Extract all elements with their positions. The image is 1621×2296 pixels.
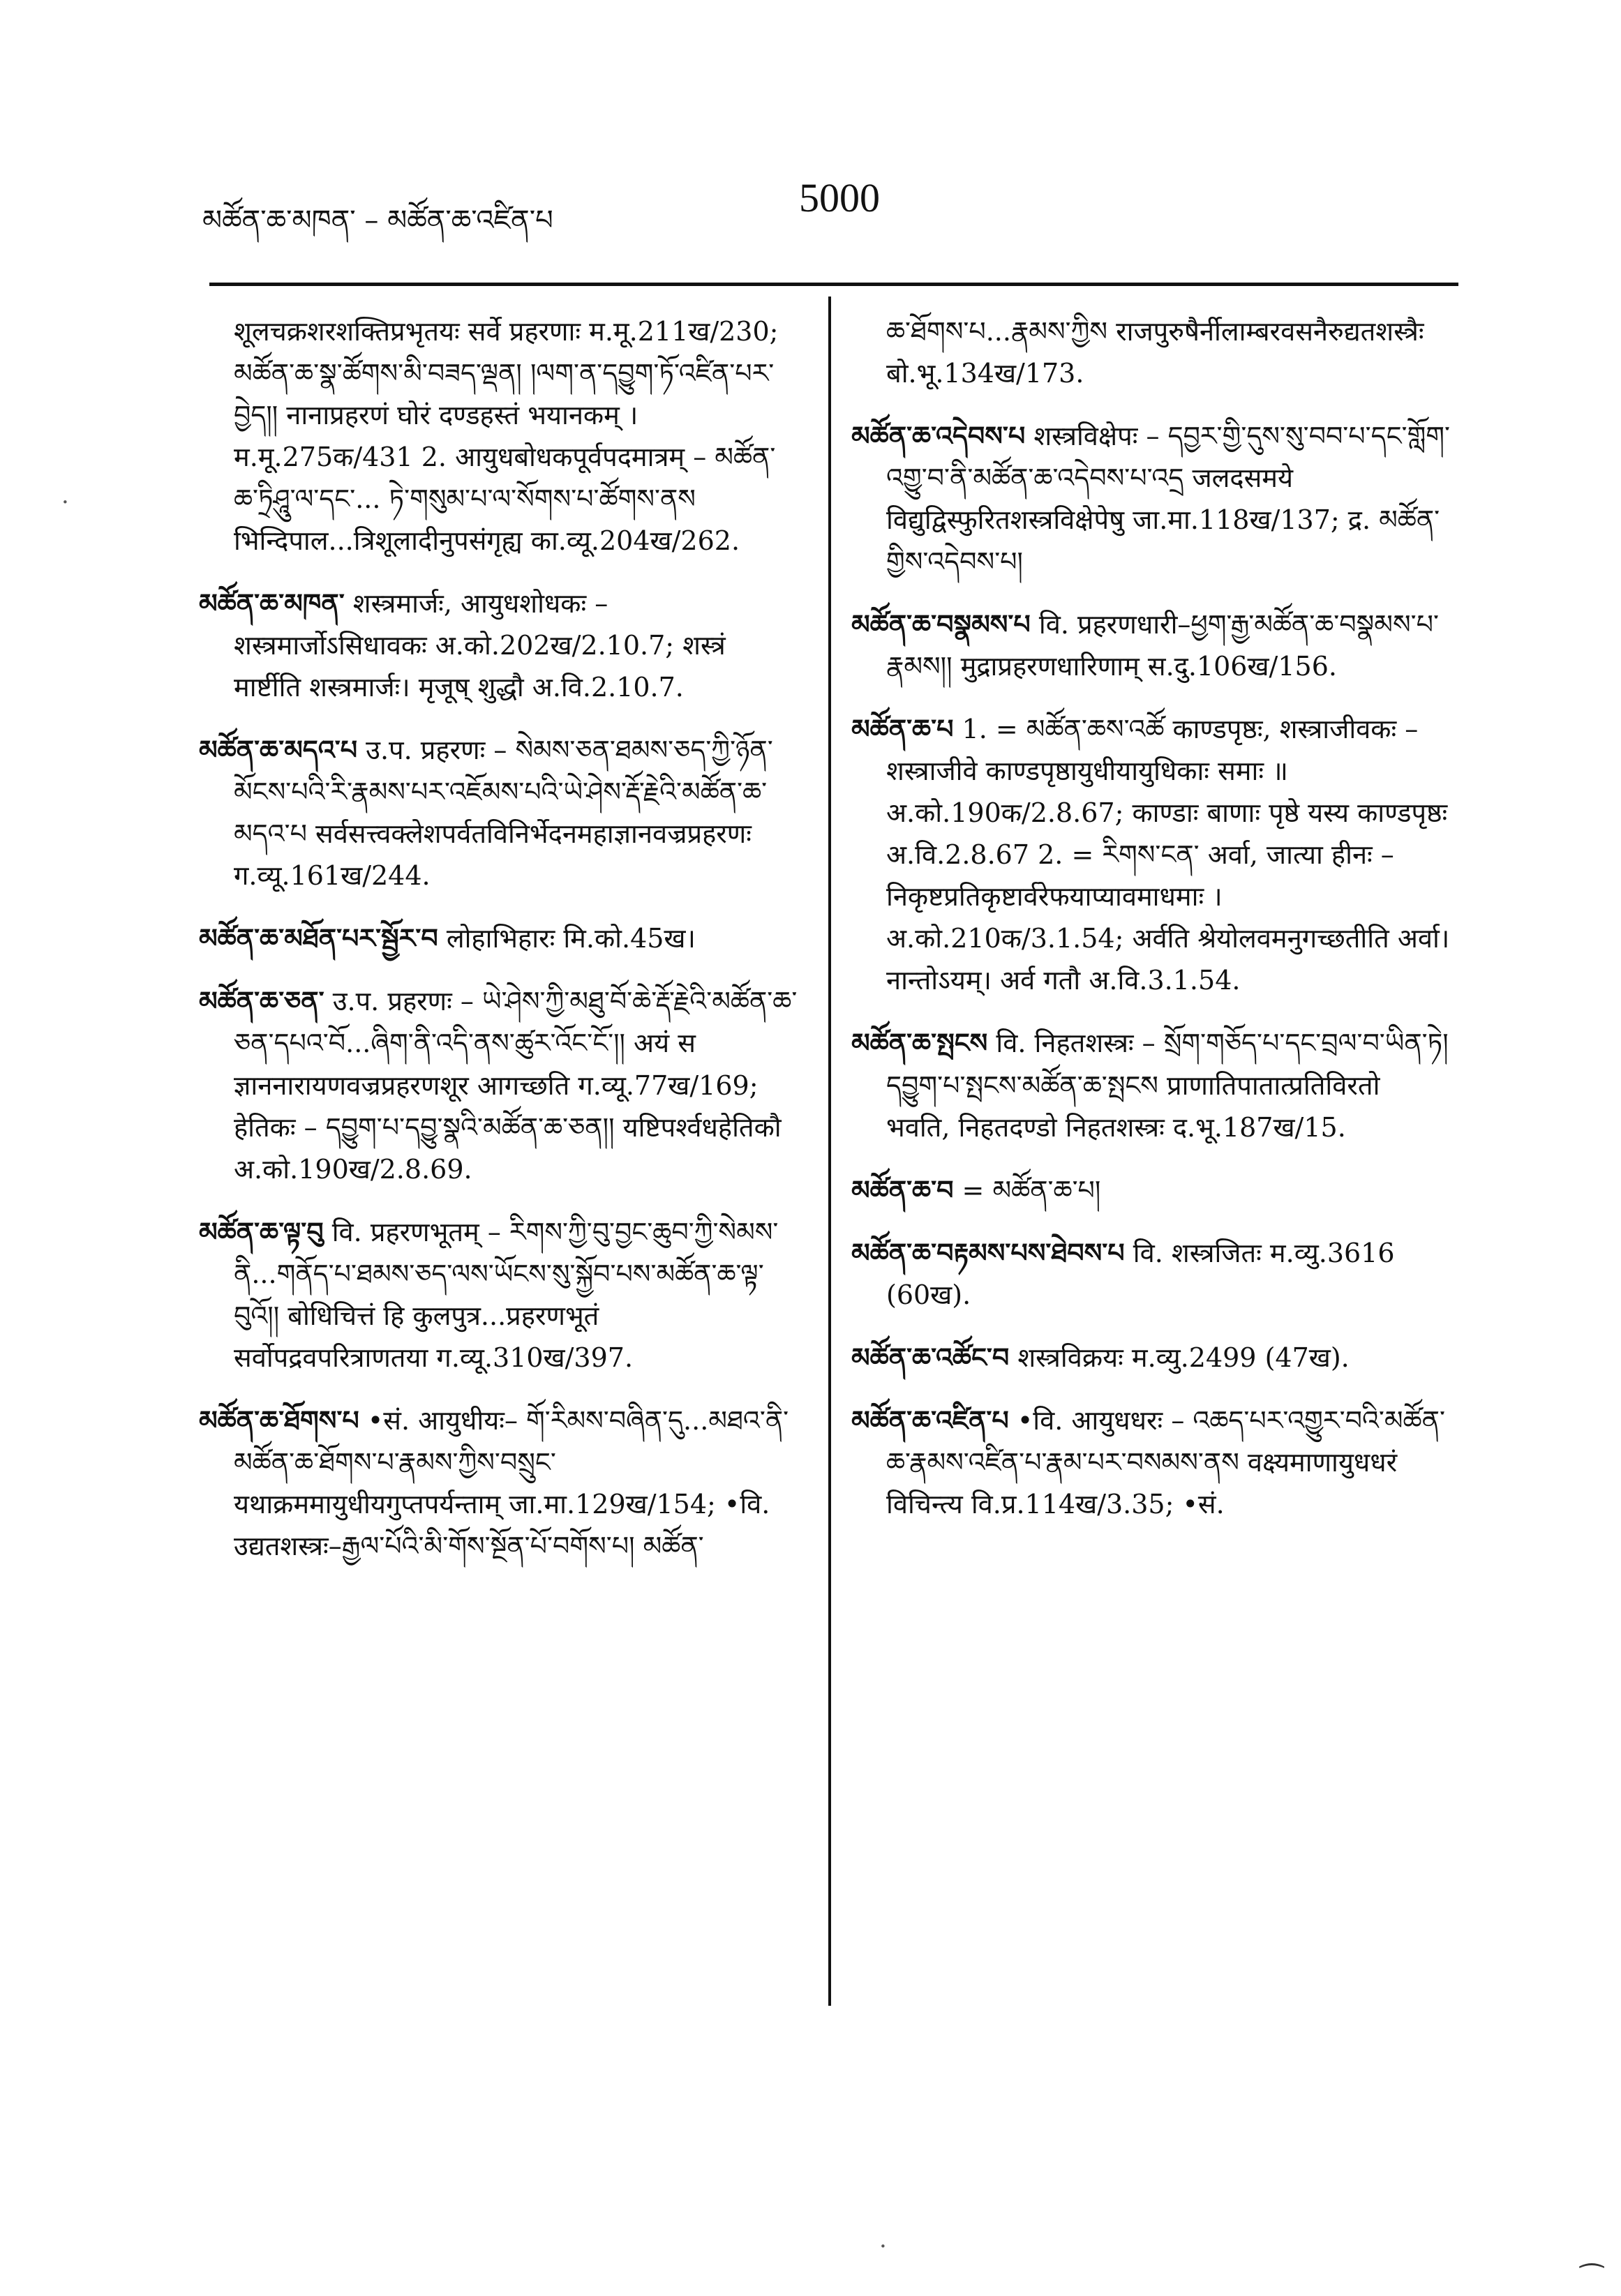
headword: མཚོན་ཆ་སྤངས [851, 1027, 988, 1059]
header-rule [209, 283, 1458, 286]
headword: མཚོན་ཆ་ལྟ་བུ [199, 1215, 324, 1247]
entry-body: शस्त्रविक्षेपः – དབྱར་གྱི་དུས་སུ་བབ་པ་དང་གློག་འགྱུ་བ་ནི་མཚོན་ཆ་འདེབས་པ་འདྲ जलदसमये विद्युद्विस्फुरितशस्त्रविक्षेपेषु जा.मा.118ख/137; द्र. མཚོན་གྱིས་འདེབས་པ། [886, 421, 1451, 578]
dictionary-entry [851, 1232, 1451, 1316]
headword: མཚོན་ཆ་ཅན་ [199, 985, 324, 1017]
dictionary-entry [851, 415, 1451, 583]
entry-body: वि. निहतशस्त्रः – སྲོག་གཅོད་པ་དང་བྲལ་བ་ཡིན་ཏེ། དབྱུག་པ་སྤངས་མཚོན་ཆ་སྤངས प्राणातिपातात्प्रतिविरतो भवति, निहतदण्डो निहतशस्त्रः द.भू.187ख/15. [886, 1028, 1449, 1143]
entry-body: वि. प्रहरणभूतम् – རིགས་ཀྱི་བུ་བྱང་ཆུབ་ཀྱི་སེམས་ནི...གནོད་པ་ཐམས་ཅད་ལས་ཡོངས་སུ་སྐྱོབ་པས་མཚོན་ཆ་ལྟ་བུའོ།། बोधिचित्तं हि कुलपुत्र...प्रहरणभूतं सर्वोपद्रवपरित्राणतया ग.व्यू.310ख/397. [234, 1216, 779, 1373]
scan-speck: · [61, 488, 69, 516]
entry-body: उ.प. प्रहरणः – སེམས་ཅན་ཐམས་ཅད་ཀྱི་ཉོན་མོངས་པའི་རི་རྣམས་པར་འཇོམས་པའི་ཡེ་ཤེས་རྡོ་རྗེའི་མཚོན་ཆ་མདའ་པ सर्वसत्त्वक्लेशपर्वतविनिर्भेदनमहाज्ञानवज्रप्रहरणः ग.व्यू.161ख/244. [234, 735, 773, 892]
headword: མཚོན་ཆ་འཚོང་བ [851, 1341, 1010, 1373]
entry-body: वि. प्रहरणधारी–ཕྱག་རྒྱ་མཚོན་ཆ་བསྣམས་པ་རྣམས།། मुद्राप्रहरणधारिणाम् स.दु.106ख/156. [886, 609, 1439, 682]
headword: མཚོན་ཆ་མཐོན་པར་སྦྱོར་བ [199, 922, 438, 954]
entry-body: ཆ་ཐོགས་པ...རྣམས་ཀྱིས राजपुरुषैर्नीलाम्बरवसनैरुद्यतशस्त्रैः बो.भू.134ख/173. [886, 316, 1424, 389]
page-header [202, 174, 1479, 237]
page-number: 5000 [799, 175, 880, 220]
entry-body: 1. = མཚོན་ཆས་འཚོ काण्डपृष्ठः, शस्त्राजीवकः – शस्त्राजीवे काण्डपृष्ठायुधीयायुधिकाः समाः ॥ अ.को.190क/2.8.67; काण्डाः बाणाः पृष्ठे यस्य काण्डपृष्ठः अ.वि.2.8.67 2. = རིགས་ངན་ अर्वा, जात्या हीनः – निकृष्टप्रतिकृष्टार्वरेफयाप्यावमाधमाः । अ.को.210क/3.1.54; अर्वति श्रेयोलवमनुगच्छतीति अर्वा। नान्तोऽयम्। अर्व गतौ अ.वि.3.1.54. [886, 714, 1450, 996]
entry-body: लोहाभिहारः मि.को.45ख। [446, 923, 696, 954]
scan-speck: · [879, 2233, 887, 2260]
right-column [851, 310, 1451, 1546]
dictionary-entry [851, 603, 1451, 687]
headword: མཚོན་ཆ་མཁན་ [199, 587, 345, 620]
headword: མཚོན་ཆ་འཛིན་པ [851, 1404, 1009, 1436]
column-divider [828, 297, 831, 2006]
dictionary-entry [851, 1400, 1451, 1525]
dictionary-entry [199, 583, 799, 708]
entry-body: •सं. आयुधीयः– གོ་རིམས་བཞིན་དུ...མཐའ་ནི་མཚོན་ཆ་ཐོགས་པ་རྣམས་ཀྱིས་བསྲུང་ यथाक्रममायुधीयगुप्तपर्यन्ताम् जा.मा.129ख/154; •वि. उद्यतशस्त्रः–རྒྱལ་པོའི་མི་གོས་སྔོན་པོ་བགོས་པ། མཚོན་ [234, 1404, 789, 1561]
headword: མཚོན་ཆ་མདའ་པ [199, 734, 358, 766]
dictionary-entry [851, 310, 1451, 394]
dictionary-entry [851, 708, 1451, 1001]
dictionary-entry [199, 1211, 799, 1379]
entry-body: शस्त्रमार्जः, आयुधशोधकः – शस्त्रमार्जोऽसिधावकः अ.को.202ख/2.10.7; शस्त्रं मार्ष्टीति शस्त्रमार्जः। मृजूष् शुद्धौ अ.वि.2.10.7. [234, 588, 726, 703]
dictionary-entry [851, 1169, 1451, 1211]
entry-body: •वि. आयुधधरः – འཆད་པར་འགྱུར་བའི་མཚོན་ཆ་རྣམས་འཛིན་པ་རྣམ་པར་བསམས་ནས वक्ष्यमाणायुधधरं विचिन्त्य वि.प्र.114ख/3.35; •सं. [886, 1404, 1445, 1520]
entry-body: = མཚོན་ཆ་པ། [962, 1174, 1101, 1206]
scan-speck: ⁀ [1581, 2264, 1604, 2296]
dictionary-entry [199, 980, 799, 1190]
headword: མཚོན་ཆ་པ [851, 713, 954, 745]
entry-body: वि. शस्त्रजितः म.व्यु.3616 (60ख). [886, 1237, 1395, 1310]
dictionary-entry [851, 1337, 1451, 1379]
headword: མཚོན་ཆ་བ [851, 1173, 954, 1206]
dictionary-entry [199, 310, 799, 562]
dictionary-entry [199, 1400, 799, 1567]
entry-body: शूलचक्रशरशक्तिप्रभृतयः सर्वे प्रहरणाः म.मू.211ख/230; མཚོན་ཆ་སྣ་ཚོགས་མི་བཟད་ལྡན། །ལག་ན་དབྱུག་ཏོ་འཛིན་པར་བྱེད།། नानाप्रहरणं घोरं दण्डहस्तं भयानकम् । म.मू.275क/431 2. आयुधबोधकपूर्वपदमात्रम् – མཚོན་ཆ་ཏྲིཤཱུ་ལ་དང་... ཏེ་གསུམ་པ་ལ་སོགས་པ་ཚོགས་ནས भिन्दिपाल...त्रिशूलादीनुपसंगृह्य का.व्यू.204ख/262. [234, 316, 779, 557]
running-head: མཚོན་ཆ་མཁན་ – མཚོན་ཆ་འཛིན་པ [202, 204, 553, 237]
headword: མཚོན་ཆ་བསྣམས་པ [851, 608, 1031, 640]
entry-body: शस्त्रविक्रयः म.व्यु.2499 (47ख). [1017, 1342, 1350, 1373]
headword: མཚོན་ཆ་འདེབས་པ [851, 420, 1026, 452]
dictionary-entry [199, 729, 799, 896]
dictionary-entry [199, 917, 799, 959]
dictionary-entry [851, 1022, 1451, 1148]
headword: མཚོན་ཆ་ཐོགས་པ [199, 1404, 359, 1436]
entry-body: उ.प. प्रहरणः – ཡེ་ཤེས་ཀྱི་མཐུ་བོ་ཆེ་རྡོ་རྗེའི་མཚོན་ཆ་ཅན་དཔའ་བོ...ཞིག་ནི་འདི་ནས་ཚུར་འོང་ངོ་།། अयं स ज्ञाननारायणवज्रप्रहरणशूर आगच्छति ग.व्यू.77ख/169; हेतिकः – དབྱུག་པ་དབྱུ་སྣའི་མཚོན་ཆ་ཅན།། यष्टिपर्श्वधहेतिकौ अ.को.190ख/2.8.69. [234, 986, 798, 1185]
headword: མཚོན་ཆ་བརྟམས་པས་ཐེབས་པ [851, 1236, 1125, 1268]
left-column [199, 310, 799, 1588]
